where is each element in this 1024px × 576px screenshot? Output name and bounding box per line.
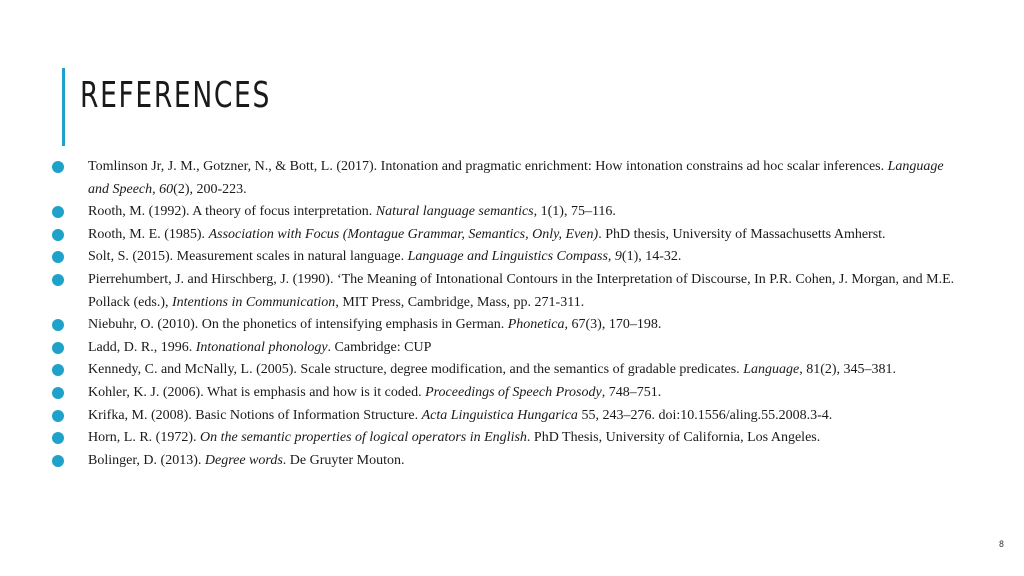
reference-run: . PhD Thesis, University of California, Los Angeles. <box>526 430 821 446</box>
bullet-icon <box>52 387 64 399</box>
reference-text <box>88 430 820 445</box>
reference-italic-run: Language and Speech <box>88 159 944 197</box>
reference-list <box>46 156 956 472</box>
reference-item <box>46 382 956 405</box>
reference-run: Tomlinson Jr, J. M., Gotzner, N., & Bott, L. (2017). Intonation and pragmatic enrichment: How intonation constrains ad hoc scalar inferences. <box>88 159 888 174</box>
reference-run: Bolinger, D. (2013). <box>88 452 205 468</box>
reference-run: , 81(2), 345–381. <box>799 362 897 378</box>
reference-item <box>46 359 956 382</box>
reference-italic-run: On the semantic properties of logical operators in English <box>200 430 527 446</box>
reference-text <box>88 204 616 219</box>
slide-title: REFERENCES <box>80 75 271 116</box>
reference-text <box>88 362 896 377</box>
reference-run: Niebuhr, O. (2010). On the phonetics of intensifying emphasis in German. <box>88 317 508 333</box>
reference-run: Horn, L. R. (1972). <box>88 430 200 446</box>
reference-item <box>46 156 956 201</box>
reference-run: . PhD thesis, University of Massachusetts Amherst. <box>598 226 886 242</box>
reference-text <box>88 227 886 242</box>
reference-item <box>46 405 956 428</box>
reference-run: , <box>607 249 615 265</box>
title-accent-bar <box>62 68 65 146</box>
bullet-icon <box>52 206 64 218</box>
reference-run: . De Gruyter Mouton. <box>282 452 405 468</box>
reference-italic-run: Language <box>743 362 800 378</box>
bullet-icon <box>52 364 64 376</box>
reference-item <box>46 246 956 269</box>
reference-italic-run: Phonetica <box>507 317 565 333</box>
bullet-icon <box>52 432 64 444</box>
reference-text <box>88 249 681 264</box>
reference-run: Kohler, K. J. (2006). What is emphasis and how is it coded. <box>88 384 426 400</box>
reference-text <box>88 159 944 197</box>
bullet-icon <box>52 229 64 241</box>
reference-italic-run: Natural language semantics <box>375 204 534 220</box>
reference-text <box>88 272 954 310</box>
reference-run: Kennedy, C. and McNally, L. (2005). Scale structure, degree modification, and the semantics of gradable predicates. <box>88 362 744 378</box>
reference-run: , <box>152 181 160 197</box>
reference-italic-run: 9 <box>614 249 622 265</box>
reference-item <box>46 269 956 314</box>
reference-item <box>46 224 956 247</box>
reference-run: Solt, S. (2015). Measurement scales in natural language. <box>88 249 408 265</box>
reference-run: , MIT Press, Cambridge, Mass, pp. 271-311. <box>335 294 585 310</box>
bullet-icon <box>52 455 64 467</box>
reference-text <box>88 385 661 400</box>
reference-item <box>46 201 956 224</box>
bullet-icon <box>52 251 64 263</box>
bullet-icon <box>52 410 64 422</box>
bullet-icon <box>52 342 64 354</box>
reference-run: (1), 14-32. <box>621 249 682 265</box>
reference-italic-run: Language and Linguistics Compass <box>407 249 608 265</box>
reference-run: Krifka, M. (2008). Basic Notions of Information Structure. <box>88 407 422 423</box>
reference-run: Ladd, D. R., 1996. <box>88 339 196 355</box>
bullet-icon <box>52 274 64 286</box>
reference-item <box>46 314 956 337</box>
reference-run: Rooth, M. E. (1985). <box>88 226 209 242</box>
reference-italic-run: Acta Linguistica Hungarica <box>421 407 578 423</box>
reference-run: Rooth, M. (1992). A theory of focus interpretation. <box>88 204 376 220</box>
page-number: 8 <box>998 540 1004 550</box>
reference-italic-run: 60 <box>159 181 174 197</box>
reference-run: , 67(3), 170–198. <box>564 317 662 333</box>
reference-text <box>88 317 661 332</box>
reference-text <box>88 453 404 468</box>
reference-italic-run: Degree words <box>204 452 283 468</box>
reference-italic-run: Proceedings of Speech Prosody <box>425 384 602 400</box>
reference-run: Pierrehumbert, J. and Hirschberg, J. (1990). ‘The Meaning of Intonational Contours in the Interpretation of Discourse, In P.R. Cohen, J. Morgan, and M.E. Pollack (eds.), <box>88 271 955 310</box>
reference-item <box>46 337 956 360</box>
reference-item <box>46 450 956 473</box>
reference-run: (2), 200-223. <box>173 181 247 197</box>
reference-italic-run: Intentions in Communication <box>171 294 336 310</box>
reference-run: 55, 243–276. doi:10.1556/aling.55.2008.3-4. <box>577 407 833 423</box>
reference-italic-run: Association with Focus (Montague Grammar, Semantics, Only, Even) <box>208 226 599 242</box>
reference-run: , 748–751. <box>601 384 662 400</box>
reference-text <box>88 408 832 423</box>
reference-run: , 1(1), 75–116. <box>533 204 616 220</box>
reference-text <box>88 340 431 355</box>
reference-run: . Cambridge: CUP <box>327 339 432 355</box>
bullet-icon <box>52 319 64 331</box>
reference-italic-run: Intonational phonology <box>195 339 328 355</box>
reference-item <box>46 427 956 450</box>
bullet-icon <box>52 161 64 173</box>
